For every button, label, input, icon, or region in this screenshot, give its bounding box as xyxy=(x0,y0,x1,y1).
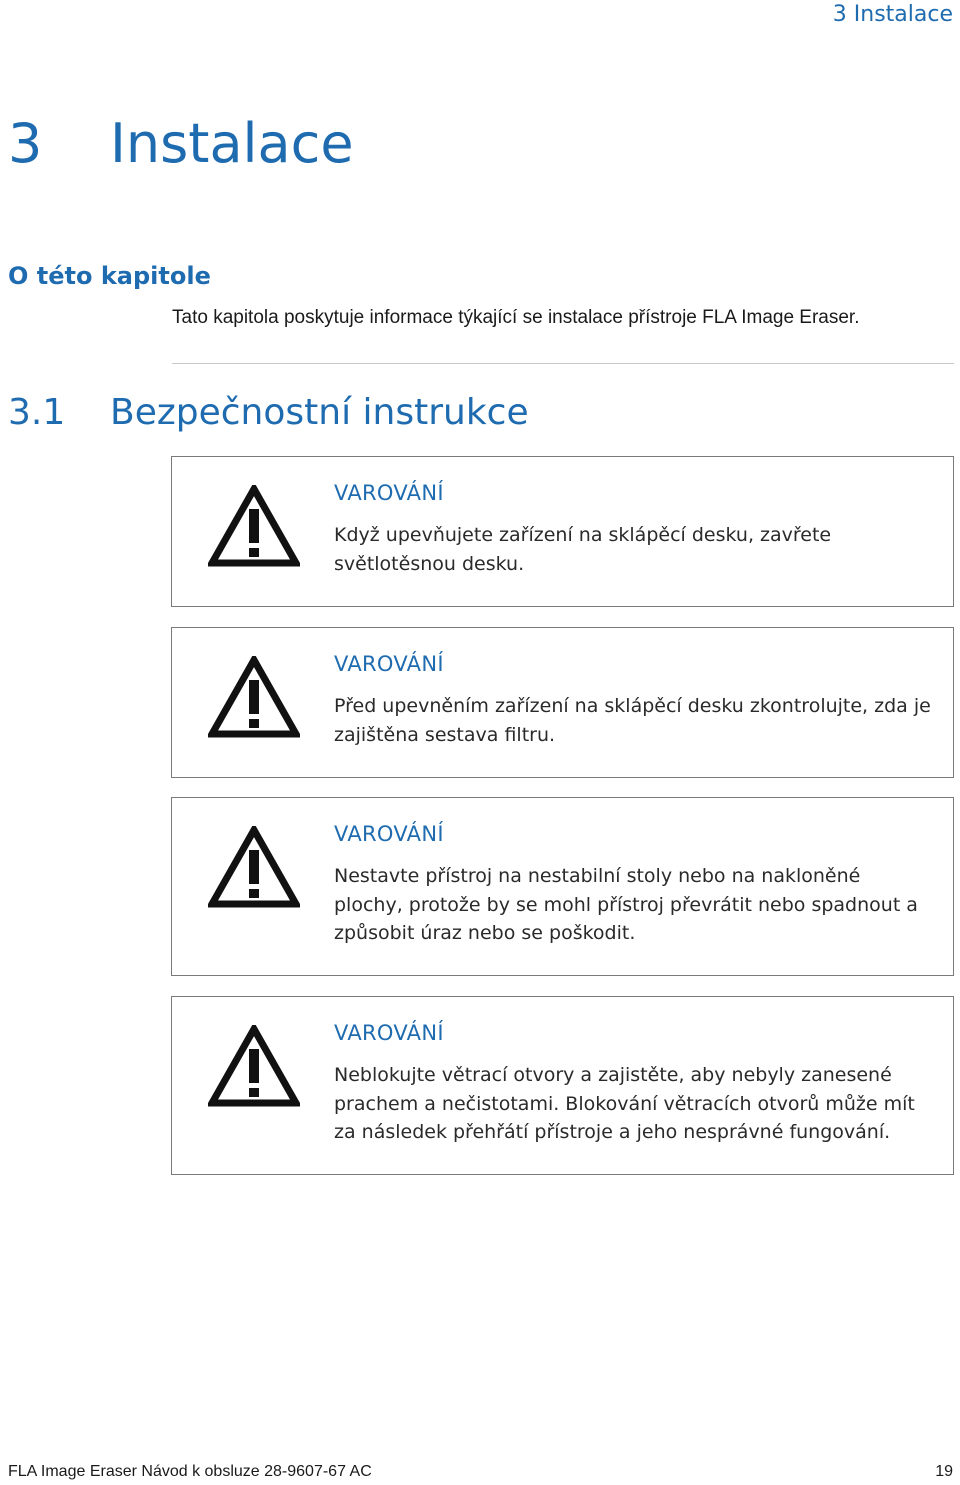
chapter-number: 3 xyxy=(8,112,43,175)
running-header: 3 Instalace xyxy=(832,2,953,27)
warning-box xyxy=(171,456,954,607)
chapter-title-text: Instalace xyxy=(110,112,354,175)
warning-title: VAROVÁNÍ xyxy=(334,1021,444,1045)
warning-text: Nestavte přístroj na nestabilní stoly nebo na nakloněné plochy, protože by se mohl přístroj převrátit nebo spadnout a způsobit úraz nebo se poškodit. xyxy=(334,865,918,944)
footer-document-title: FLA Image Eraser Návod k obsluze 28-9607-67 AC xyxy=(8,1463,372,1480)
warning-title: VAROVÁNÍ xyxy=(334,481,444,505)
warning-box xyxy=(171,797,954,976)
warning-triangle-icon xyxy=(208,485,300,567)
section-divider xyxy=(172,363,954,364)
footer-page-number: 19 xyxy=(935,1463,953,1480)
warning-title: VAROVÁNÍ xyxy=(334,822,444,846)
chapter-title xyxy=(8,112,354,175)
warning-triangle-icon xyxy=(208,826,300,908)
warning-title: VAROVÁNÍ xyxy=(334,652,444,676)
warning-box xyxy=(171,996,954,1175)
about-chapter-heading: O této kapitole xyxy=(8,262,211,290)
section-number: 3.1 xyxy=(8,392,66,433)
section-title-text: Bezpečnostní instrukce xyxy=(110,392,529,433)
about-chapter-text: Tato kapitola poskytuje informace týkající se instalace přístroje FLA Image Eraser. xyxy=(172,307,860,328)
warning-text: Neblokujte větrací otvory a zajistěte, aby nebyly zanesené prachem a nečistotami. Blokování větracích otvorů může mít za následek přehřátí přístroje a jeho nesprávné fungování. xyxy=(334,1064,915,1143)
warning-text: Když upevňujete zařízení na sklápěcí desku, zavřete světlotěsnou desku. xyxy=(334,524,832,575)
warning-box xyxy=(171,627,954,778)
warning-text: Před upevněním zařízení na sklápěcí desku zkontrolujte, zda je zajištěna sestava filtru. xyxy=(334,695,931,746)
section-title xyxy=(8,392,529,433)
warning-triangle-icon xyxy=(208,656,300,738)
warning-triangle-icon xyxy=(208,1025,300,1107)
